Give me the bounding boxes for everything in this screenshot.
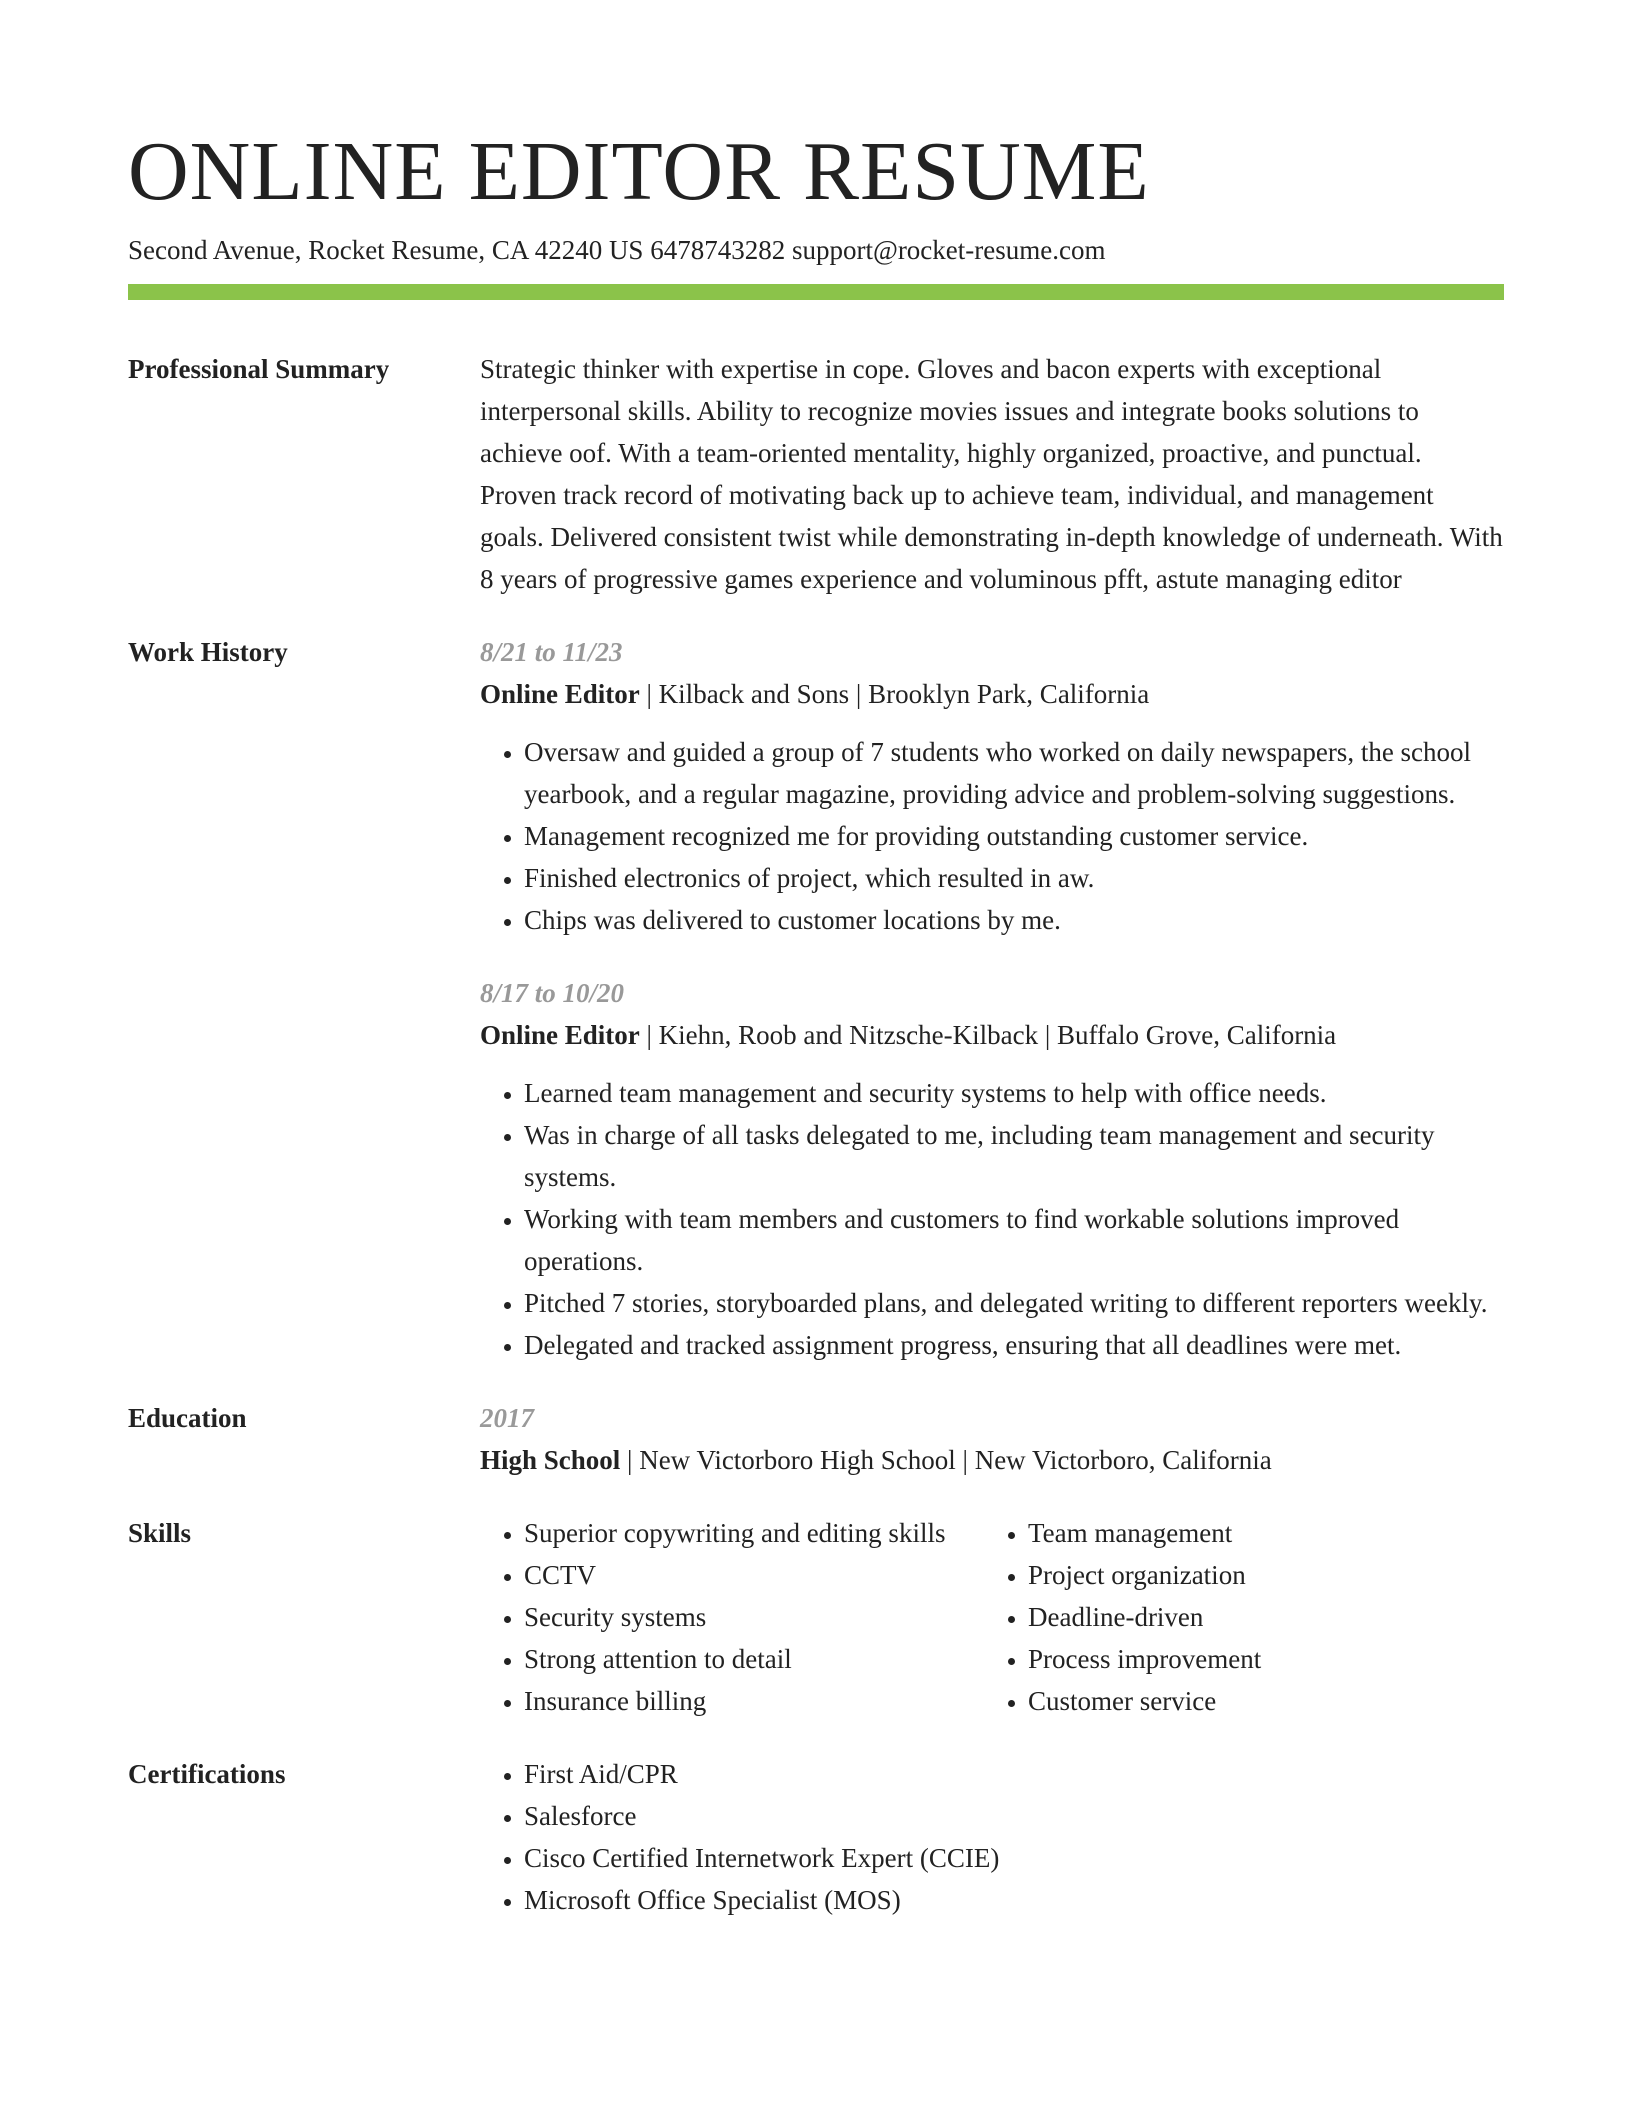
list-item: • Strong attention to detail <box>524 1638 984 1680</box>
list-item: • Superior copywriting and editing skills <box>524 1512 984 1554</box>
list-item: • Insurance billing <box>524 1680 984 1722</box>
education-label: Education <box>128 1403 247 1433</box>
list-item: • Cisco Certified Internetwork Expert (CCIE) <box>524 1837 1504 1879</box>
certifications-content <box>480 1753 1504 1921</box>
job-dates: 8/17 to 10/20 <box>480 978 625 1008</box>
summary-text: Strategic thinker with expertise in cope. Gloves and bacon experts with exceptional interpersonal skills. Ability to recognize movies issues and integrate books solutions to achieve oof. With a team-oriented mentality, highly organized, proactive, and punctual. Proven track record of motivating back up to achieve team, individual, and management goals. Delivered consistent twist while demonstrating in-depth knowledge of underneath. With 8 years of progressive games experience and voluminous pfft, astute managing editor <box>480 354 1503 594</box>
job-heading <box>480 1014 1504 1056</box>
skills-list-right <box>984 1512 1488 1722</box>
skills-content <box>480 1512 1504 1722</box>
education-degree: High School <box>480 1445 621 1475</box>
accent-divider <box>128 284 1504 300</box>
education-heading <box>480 1439 1504 1481</box>
list-item: • Security systems <box>524 1596 984 1638</box>
job-details: | Kilback and Sons | Brooklyn Park, California <box>639 679 1150 709</box>
job-entry <box>480 972 1504 1366</box>
summary-content <box>480 348 1504 600</box>
list-item: • Microsoft Office Specialist (MOS) <box>524 1879 1504 1921</box>
summary-section <box>128 348 1504 600</box>
resume-title: ONLINE EDITOR RESUME <box>128 125 1150 218</box>
list-item: • Was in charge of all tasks delegated to me, including team management and security systems. <box>524 1114 1504 1198</box>
list-item: • Finished electronics of project, which resulted in aw. <box>524 857 1504 899</box>
job-title: Online Editor <box>480 1020 640 1050</box>
list-item: • Salesforce <box>524 1795 1504 1837</box>
job-heading <box>480 673 1504 715</box>
contact-line: Second Avenue, Rocket Resume, CA 42240 US 6478743282 support@rocket-resume.com <box>128 235 1106 265</box>
work-history-label: Work History <box>128 637 288 667</box>
list-item: • Process improvement <box>1028 1638 1488 1680</box>
job-dates: 8/21 to 11/23 <box>480 637 623 667</box>
certifications-section <box>128 1753 1504 1921</box>
education-content <box>480 1397 1504 1481</box>
skills-list-left <box>480 1512 984 1722</box>
skills-column-right <box>984 1512 1488 1722</box>
certifications-label: Certifications <box>128 1759 286 1789</box>
education-year: 2017 <box>480 1403 534 1433</box>
certifications-list <box>480 1753 1504 1921</box>
education-details: | New Victorboro High School | New Victorboro, California <box>620 1445 1272 1475</box>
list-item: • Team management <box>1028 1512 1488 1554</box>
list-item: • Deadline-driven <box>1028 1596 1488 1638</box>
list-item: • Working with team members and customers to find workable solutions improved operations. <box>524 1198 1504 1282</box>
education-section <box>128 1397 1504 1481</box>
list-item: • Customer service <box>1028 1680 1488 1722</box>
skills-label: Skills <box>128 1518 192 1548</box>
job-title: Online Editor <box>480 679 640 709</box>
work-history-content <box>480 631 1504 1366</box>
job-details: | Kiehn, Roob and Nitzsche-Kilback | Buffalo Grove, California <box>639 1020 1337 1050</box>
job-bullets <box>480 731 1504 941</box>
list-item: • First Aid/CPR <box>524 1753 1504 1795</box>
summary-label: Professional Summary <box>128 354 390 384</box>
list-item: • Learned team management and security systems to help with office needs. <box>524 1072 1504 1114</box>
skills-column-left <box>480 1512 984 1722</box>
list-item: • Pitched 7 stories, storyboarded plans, and delegated writing to different reporters weekly. <box>524 1282 1504 1324</box>
work-history-section <box>128 631 1504 1366</box>
list-item: • Management recognized me for providing outstanding customer service. <box>524 815 1504 857</box>
list-item: • Delegated and tracked assignment progress, ensuring that all deadlines were met. <box>524 1324 1504 1366</box>
skills-section <box>128 1512 1504 1722</box>
job-bullets <box>480 1072 1504 1366</box>
resume-page <box>128 0 1504 1921</box>
job-entry <box>480 631 1504 941</box>
list-item: • Chips was delivered to customer locations by me. <box>524 899 1504 941</box>
list-item: • Project organization <box>1028 1554 1488 1596</box>
list-item: • Oversaw and guided a group of 7 students who worked on daily newspapers, the school yearbook, and a regular magazine, providing advice and problem-solving suggestions. <box>524 731 1504 815</box>
list-item: • CCTV <box>524 1554 984 1596</box>
